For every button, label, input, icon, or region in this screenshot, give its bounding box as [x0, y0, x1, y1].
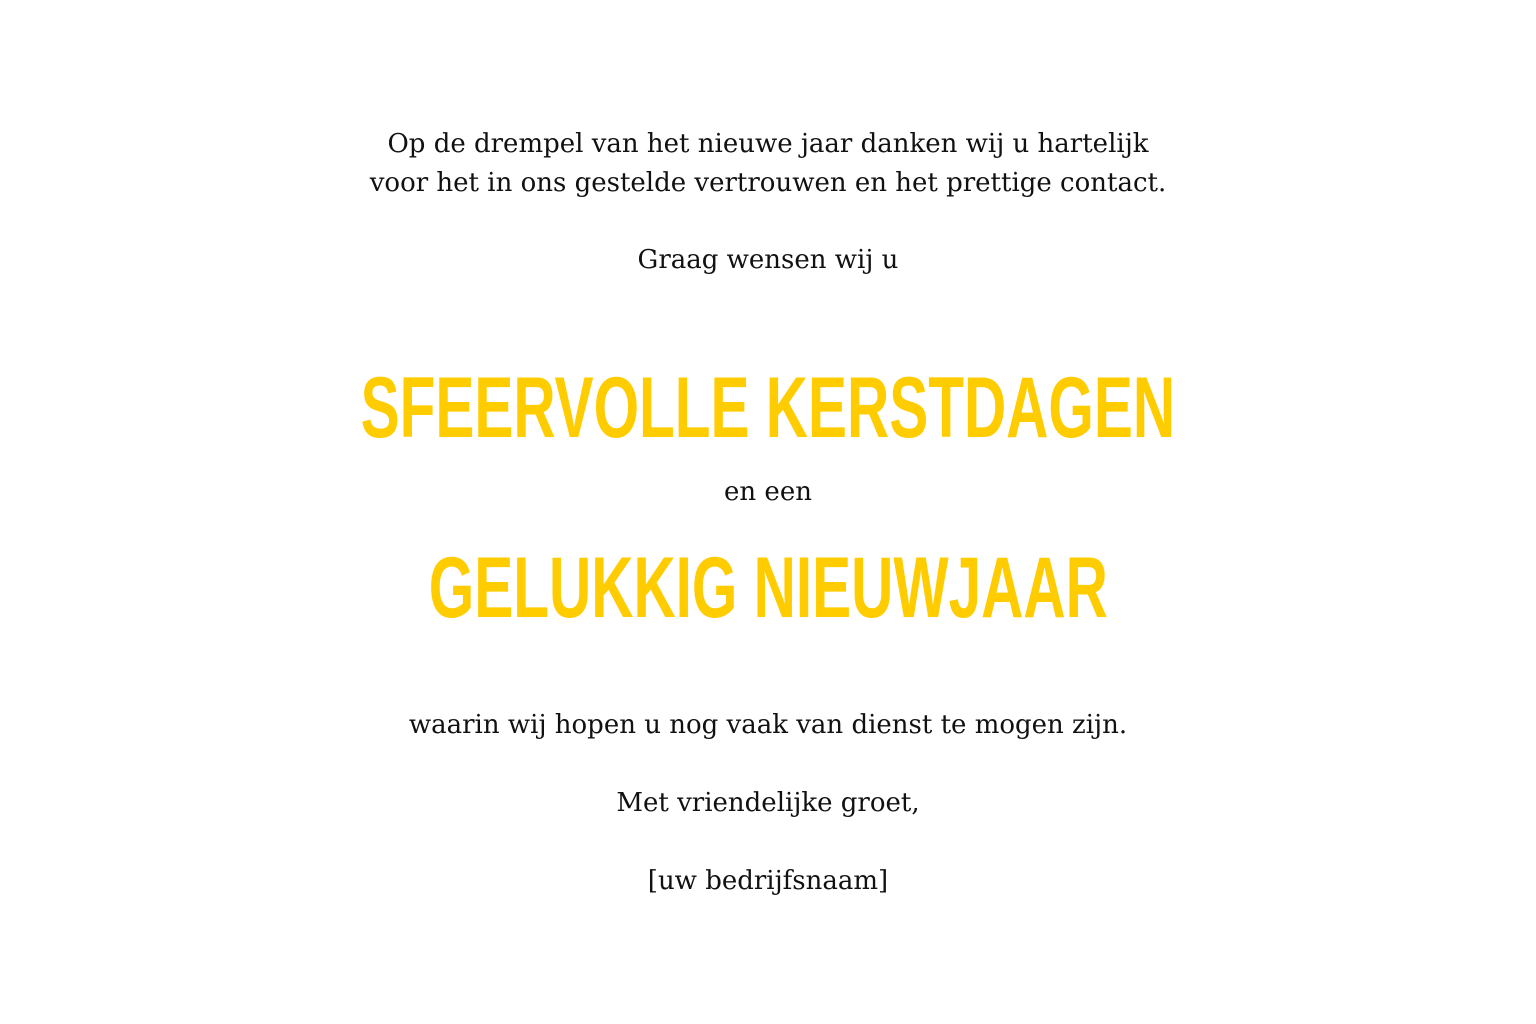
intro-line-2: voor het in ons gestelde vertrouwen en het prettige contact. — [369, 168, 1167, 198]
greeting-text: Met vriendelijke groet, — [616, 788, 920, 818]
connector-text: en een — [724, 477, 812, 507]
wish-intro: Graag wensen wij u — [637, 245, 899, 275]
company-name: [uw bedrijfsnaam] — [647, 866, 889, 896]
closing-text: waarin wij hopen u nog vaak van dienst te mogen zijn. — [408, 710, 1128, 740]
headline-christmas-text: SFEERVOLLE KERSTDAGEN — [360, 360, 1176, 456]
headline-christmas — [0, 358, 1536, 458]
intro-line-1: Op de drempel van het nieuwe jaar danken wij u hartelijk — [387, 129, 1149, 159]
headline-new-year — [0, 538, 1536, 638]
headline-new-year-text: GELUKKIG NIEUWJAAR — [428, 540, 1108, 636]
